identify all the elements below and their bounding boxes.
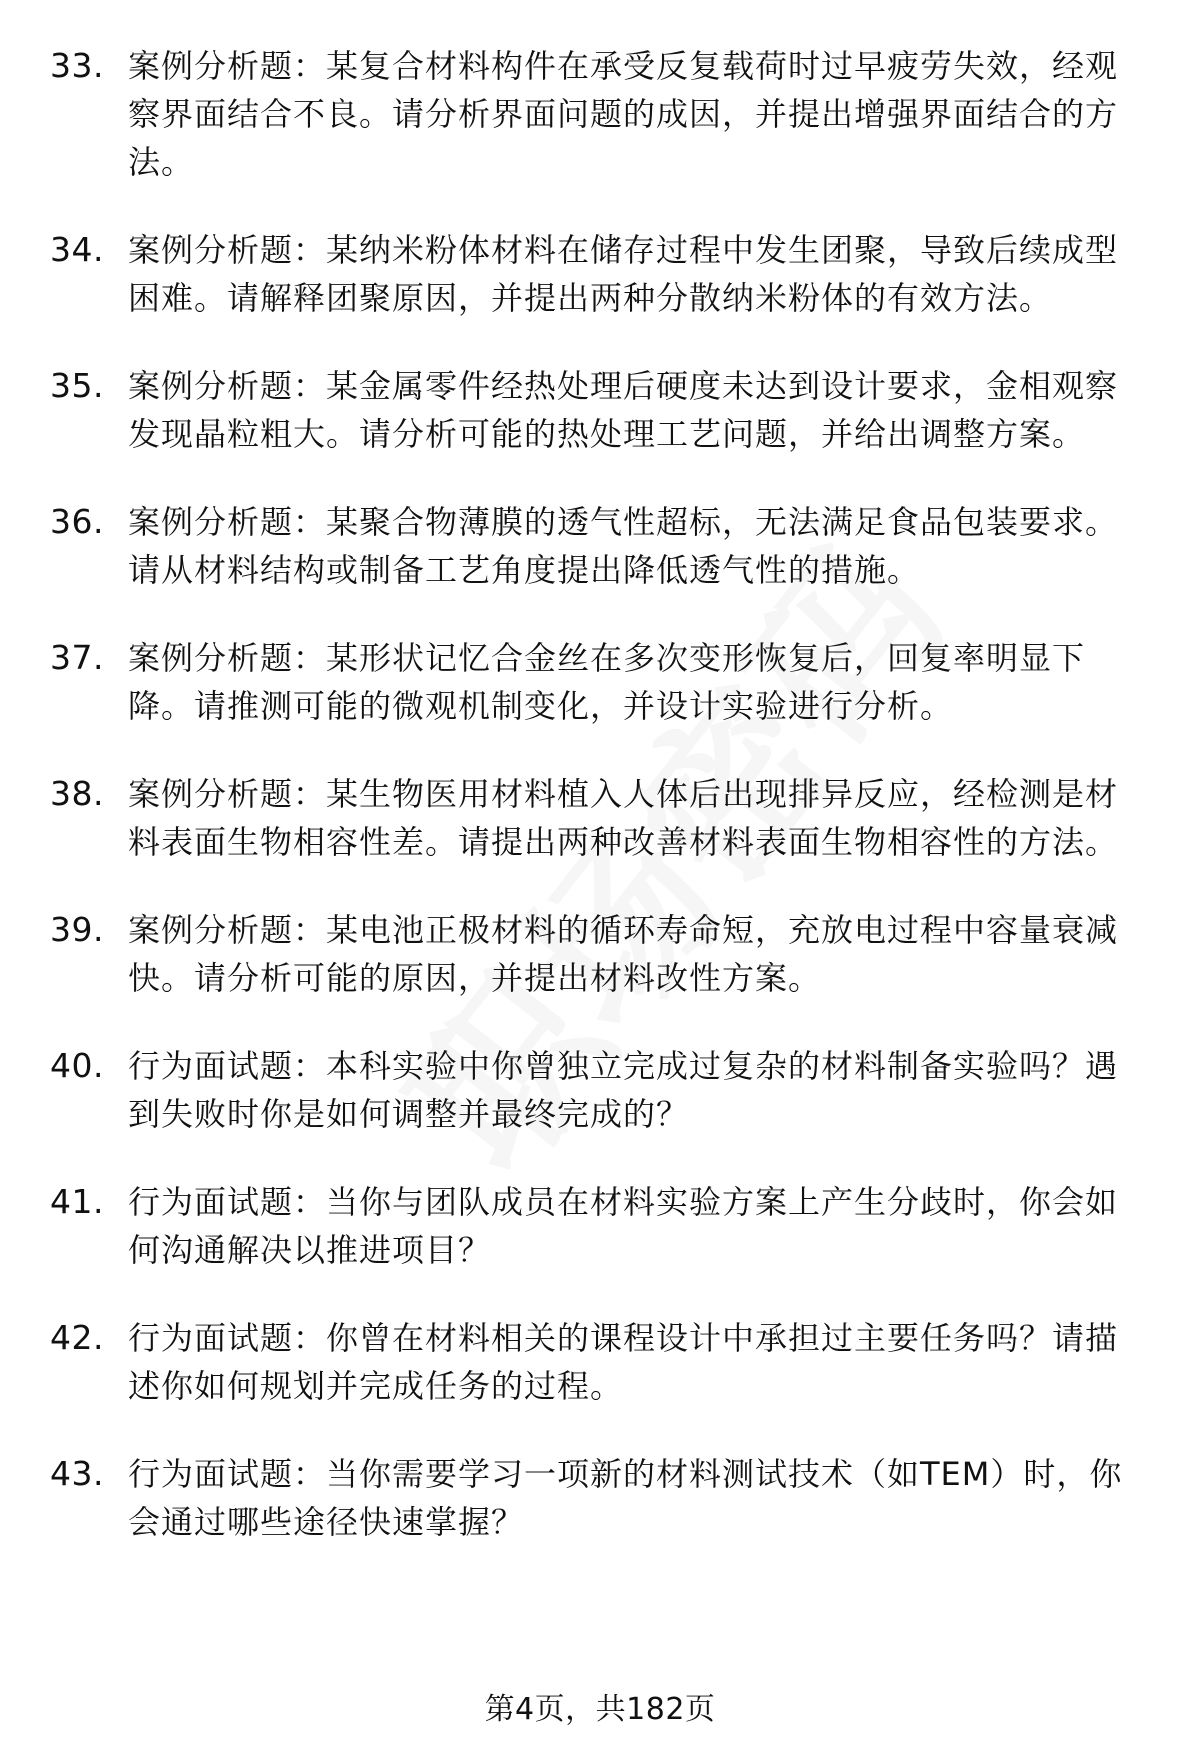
question-text: 行为面试题：你曾在材料相关的课程设计中承担过主要任务吗？请描述你如何规划并完成任务的过程。 <box>128 1319 1119 1405</box>
question-item-41 <box>0 1178 1200 1274</box>
question-item-42 <box>0 1314 1200 1410</box>
question-item-37 <box>0 634 1200 730</box>
question-item-36 <box>0 498 1200 594</box>
question-number: 38. <box>50 774 104 813</box>
question-item-33 <box>0 42 1200 186</box>
question-number: 33. <box>50 46 104 85</box>
question-number: 43. <box>50 1454 104 1493</box>
question-item-35 <box>0 362 1200 458</box>
question-text: 案例分析题：某聚合物薄膜的透气性超标，无法满足食品包装要求。请从材料结构或制备工艺角度提出降低透气性的措施。 <box>128 503 1119 589</box>
question-item-43 <box>0 1450 1200 1546</box>
question-list <box>0 42 1200 1586</box>
question-text: 行为面试题：当你需要学习一项新的材料测试技术（如TEM）时，你会通过哪些途径快速掌握？ <box>128 1455 1123 1541</box>
question-item-40 <box>0 1042 1200 1138</box>
question-text: 案例分析题：某纳米粉体材料在储存过程中发生团聚，导致后续成型困难。请解释团聚原因，并提出两种分散纳米粉体的有效方法。 <box>128 231 1119 317</box>
question-number: 40. <box>50 1046 104 1085</box>
question-number: 42. <box>50 1318 104 1357</box>
question-text: 行为面试题：本科实验中你曾独立完成过复杂的材料制备实验吗？遇到失败时你是如何调整并最终完成的？ <box>128 1047 1119 1133</box>
question-text: 案例分析题：某形状记忆合金丝在多次变形恢复后，回复率明显下降。请推测可能的微观机制变化，并设计实验进行分析。 <box>128 639 1086 725</box>
question-text: 行为面试题：当你与团队成员在材料实验方案上产生分歧时，你会如何沟通解决以推进项目？ <box>128 1183 1119 1269</box>
question-number: 41. <box>50 1182 104 1221</box>
question-number: 34. <box>50 230 104 269</box>
question-number: 35. <box>50 366 104 405</box>
question-number: 36. <box>50 502 104 541</box>
question-item-34 <box>0 226 1200 322</box>
question-text: 案例分析题：某电池正极材料的循环寿命短，充放电过程中容量衰减快。请分析可能的原因，并提出材料改性方案。 <box>128 911 1119 997</box>
question-text: 案例分析题：某金属零件经热处理后硬度未达到设计要求，金相观察发现晶粒粗大。请分析可能的热处理工艺问题，并给出调整方案。 <box>128 367 1119 453</box>
question-item-38 <box>0 770 1200 866</box>
question-text: 案例分析题：某生物医用材料植入人体后出现排异反应，经检测是材料表面生物相容性差。请提出两种改善材料表面生物相容性的方法。 <box>128 775 1119 861</box>
question-number: 37. <box>50 638 104 677</box>
question-text: 案例分析题：某复合材料构件在承受反复载荷时过早疲劳失效，经观察界面结合不良。请分析界面问题的成因，并提出增强界面结合的方法。 <box>128 47 1119 181</box>
page-footer: 第4页，共182页 <box>484 1692 716 1727</box>
question-number: 39. <box>50 910 104 949</box>
question-item-39 <box>0 906 1200 1002</box>
